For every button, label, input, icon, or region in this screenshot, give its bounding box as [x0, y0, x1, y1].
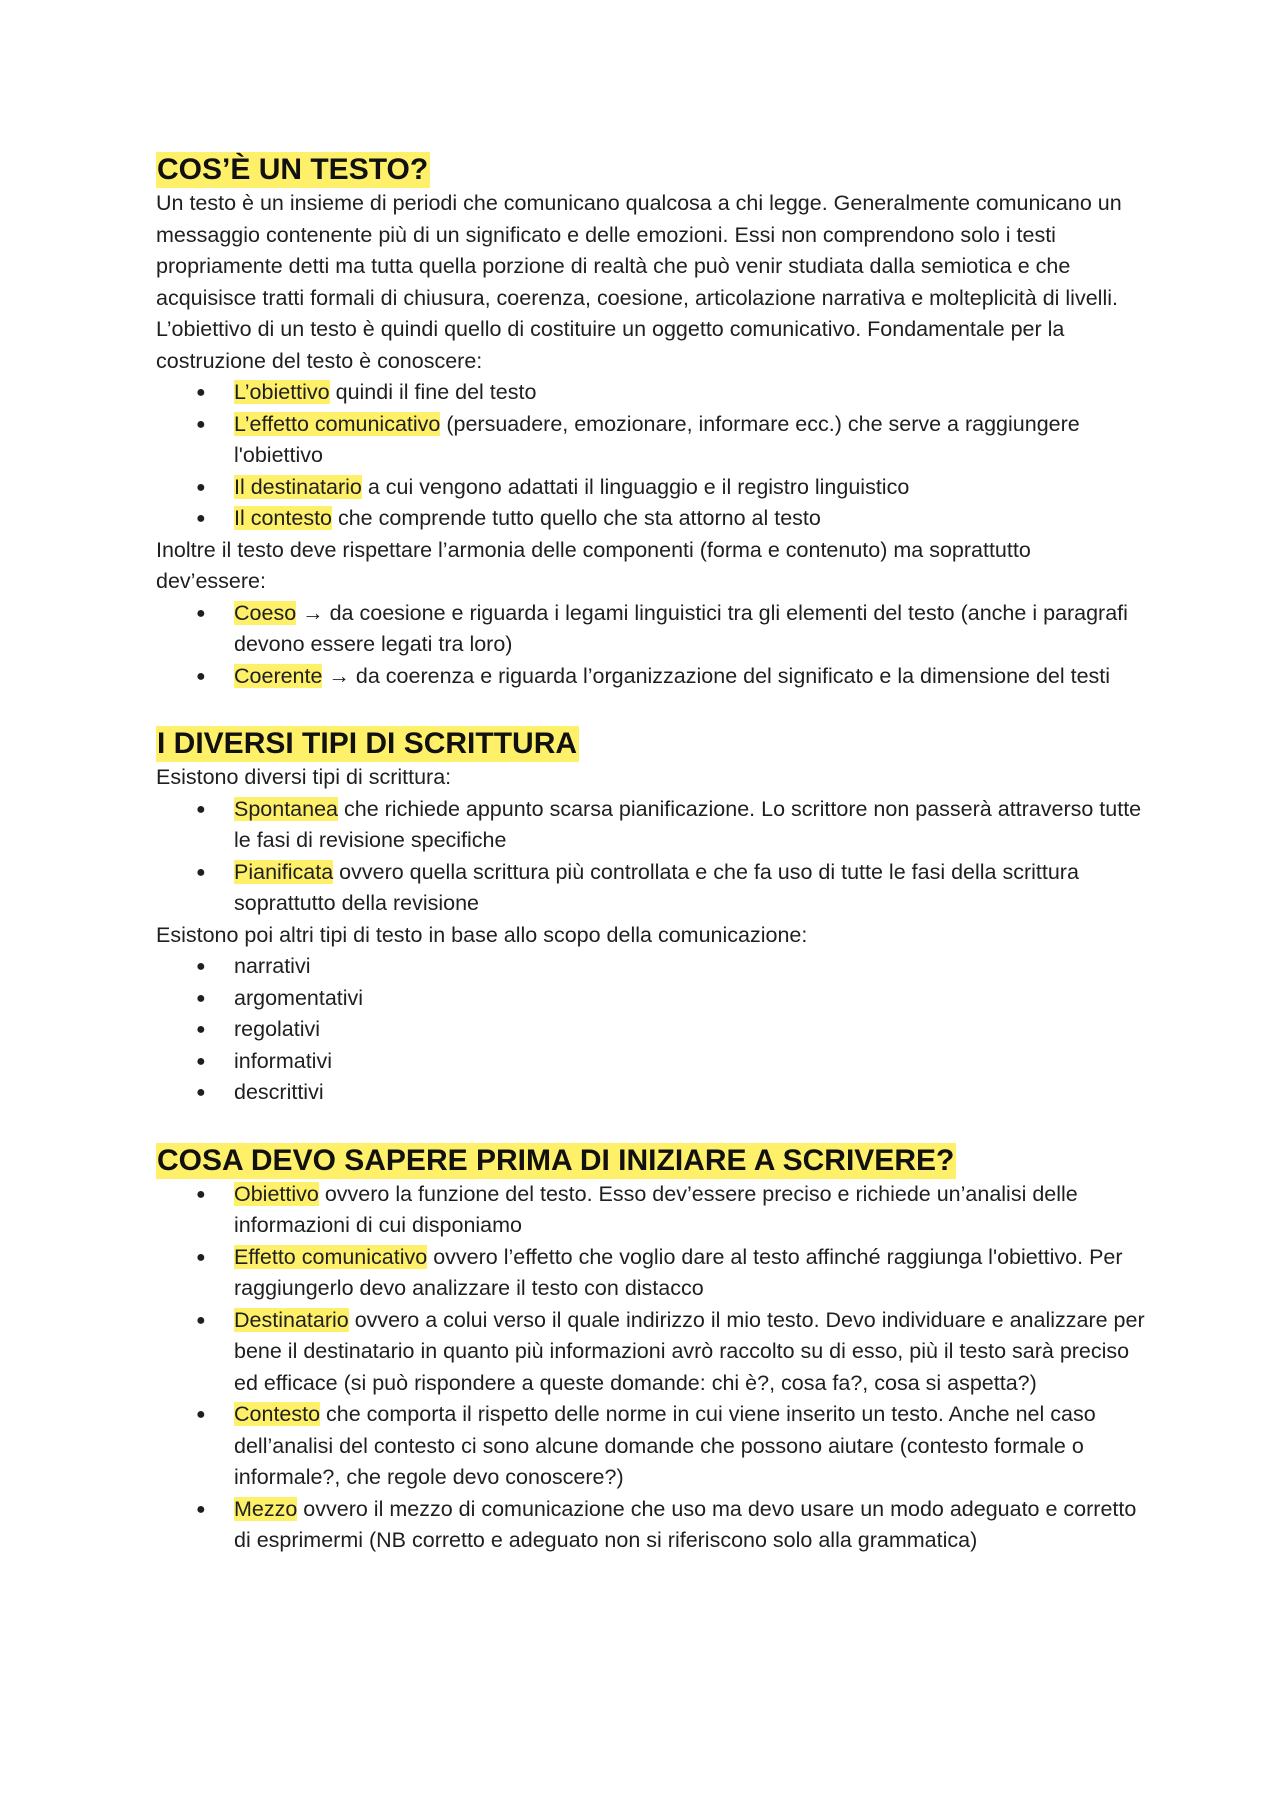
bullet-icon: ● — [196, 1406, 206, 1423]
section-cosa-devo-sapere — [156, 1143, 1146, 1557]
bullet-icon: ● — [196, 478, 206, 496]
bullet-icon: ● — [196, 604, 206, 622]
highlighted-term: Il destinatario — [234, 474, 362, 499]
bullet-icon: ● — [196, 415, 206, 433]
bullet-icon: ● — [196, 1500, 206, 1518]
document-page — [156, 152, 1146, 1557]
section-tipi-di-scrittura — [156, 726, 1146, 1109]
highlighted-term: Contesto — [234, 1402, 321, 1426]
item-text: ovvero la funzione del testo. Esso dev’essere preciso e richiede un’analisi delle informazioni di cui disponiamo — [234, 1181, 1078, 1237]
highlighted-term: Coerente — [234, 663, 323, 688]
section-heading: COS’È UN TESTO? — [157, 153, 429, 186]
bullet-list — [156, 598, 1146, 693]
item-text: ovvero a colui verso il quale indirizzo il mio testo. Devo individuare e analizzare per bene il destinatario in quanto più informazioni avrò raccolto su di esso, più il testo sarà preciso ed efficace (si può rispondere a queste domande: chi è?, cosa fa?, cosa si aspetta?) — [234, 1307, 1145, 1395]
bullet-icon: ● — [196, 958, 206, 975]
paragraph: Esistono diversi tipi di scrittura: — [156, 765, 452, 789]
list-item — [156, 1077, 1146, 1109]
item-text: narrativi — [234, 954, 311, 978]
item-text: argomentativi — [234, 985, 364, 1010]
list-item — [156, 794, 1146, 857]
list-item — [156, 409, 1146, 472]
highlighted-term: L’effetto comunicativo — [234, 411, 441, 436]
highlighted-term: Effetto comunicativo — [234, 1244, 428, 1269]
item-text: che richiede appunto scarsa pianificazione. Lo scrittore non passerà attraverso tutte le fasi di revisione specifiche — [234, 796, 1142, 852]
bullet-list — [156, 377, 1146, 535]
section-cos-e-un-testo — [156, 152, 1146, 692]
item-text: ovvero il mezzo di comunicazione che uso ma devo usare un modo adeguato e corretto di esprimermi (NB corretto e adeguato non si riferiscono solo alla grammatica) — [234, 1496, 1137, 1552]
paragraph: Inoltre il testo deve rispettare l’armonia delle componenti (forma e contenuto) ma soprattutto dev’essere: — [156, 537, 1031, 593]
highlighted-term: Spontanea — [234, 796, 339, 821]
list-item — [156, 1399, 1146, 1494]
highlighted-term: L’obiettivo — [234, 380, 330, 404]
list-item — [156, 1179, 1146, 1242]
bullet-icon: ● — [196, 667, 206, 685]
item-text: informativi — [234, 1048, 332, 1073]
item-text: a cui vengono adattati il linguaggio e il registro linguistico — [361, 474, 910, 499]
item-text: (persuadere, emozionare, informare ecc.) che serve a raggiungere l'obiettivo — [234, 411, 1080, 467]
list-item — [156, 598, 1146, 661]
bullet-icon: ● — [196, 1248, 206, 1266]
bullet-icon: ● — [196, 1084, 206, 1101]
list-item — [156, 983, 1146, 1015]
highlighted-term: Destinatario — [234, 1307, 349, 1332]
bullet-list — [156, 794, 1146, 920]
item-text: regolativi — [234, 1017, 321, 1041]
list-item — [156, 857, 1146, 920]
item-text: che comprende tutto quello che sta attorno al testo — [332, 506, 821, 530]
highlighted-term: Coeso — [234, 600, 297, 625]
bullet-icon: ● — [196, 989, 206, 1007]
paragraph: Un testo è un insieme di periodi che comunicano qualcosa a chi legge. Generalmente comunicano un messaggio contenente più di un significato e delle emozioni. Essi non comprendono solo i testi propriamente detti ma tutta quella porzione di realtà che può venir studiata dalla semiotica e che acquisisce tratti formali di chiusura, coerenza, coesione, articolazione narrativa e molteplicità di livelli. L’obiettivo di un testo è quindi quello di costituire un oggetto comunicativo. Fondamentale per la costruzione del testo è conoscere: — [156, 191, 1122, 373]
bullet-list — [156, 951, 1146, 1109]
item-text: → da coesione e riguarda i legami linguistici tra gli elementi del testo (anche i paragrafi devono essere legati tra loro) — [234, 600, 1128, 656]
item-text: che comporta il rispetto delle norme in cui viene inserito un testo. Anche nel caso dell’analisi del contesto ci sono alcune domande che possono aiutare (contesto formale o informale?, che regole devo conoscere?) — [234, 1402, 1096, 1489]
highlighted-term: Mezzo — [234, 1496, 298, 1521]
list-item — [156, 377, 1146, 409]
bullet-icon: ● — [196, 384, 206, 401]
bullet-icon: ● — [196, 510, 206, 527]
list-item — [156, 503, 1146, 535]
bullet-list — [156, 1179, 1146, 1557]
list-item — [156, 1494, 1146, 1557]
bullet-icon: ● — [196, 1021, 206, 1038]
item-text: quindi il fine del testo — [329, 380, 537, 404]
item-text: ovvero quella scrittura più controllata e che fa uso di tutte le fasi della scrittura soprattutto della revisione — [234, 859, 1079, 915]
list-item — [156, 1305, 1146, 1400]
paragraph: Esistono poi altri tipi di testo in base allo scopo della comunicazione: — [156, 922, 808, 947]
bullet-icon: ● — [196, 800, 206, 818]
section-heading: I DIVERSI TIPI DI SCRITTURA — [157, 727, 578, 760]
list-item — [156, 1046, 1146, 1078]
item-text: ovvero l’effetto che voglio dare al testo affinché raggiunga l'obiettivo. Per raggiungerlo devo analizzare il testo con distacco — [234, 1244, 1123, 1300]
item-text: → da coerenza e riguarda l’organizzazione del significato e la dimensione del testi — [322, 663, 1111, 688]
bullet-icon: ● — [196, 863, 206, 881]
item-text: descrittivi — [234, 1080, 324, 1104]
bullet-icon: ● — [196, 1311, 206, 1329]
bullet-icon: ● — [196, 1185, 206, 1203]
list-item — [156, 472, 1146, 504]
bullet-icon: ● — [196, 1052, 206, 1070]
list-item — [156, 1014, 1146, 1046]
highlighted-term: Pianificata — [234, 859, 334, 884]
section-heading: COSA DEVO SAPERE PRIMA DI INIZIARE A SCRIVERE? — [157, 1143, 955, 1177]
highlighted-term: Il contesto — [234, 506, 332, 530]
list-item — [156, 661, 1146, 693]
list-item — [156, 1242, 1146, 1305]
highlighted-term: Obiettivo — [234, 1181, 319, 1206]
list-item — [156, 951, 1146, 983]
